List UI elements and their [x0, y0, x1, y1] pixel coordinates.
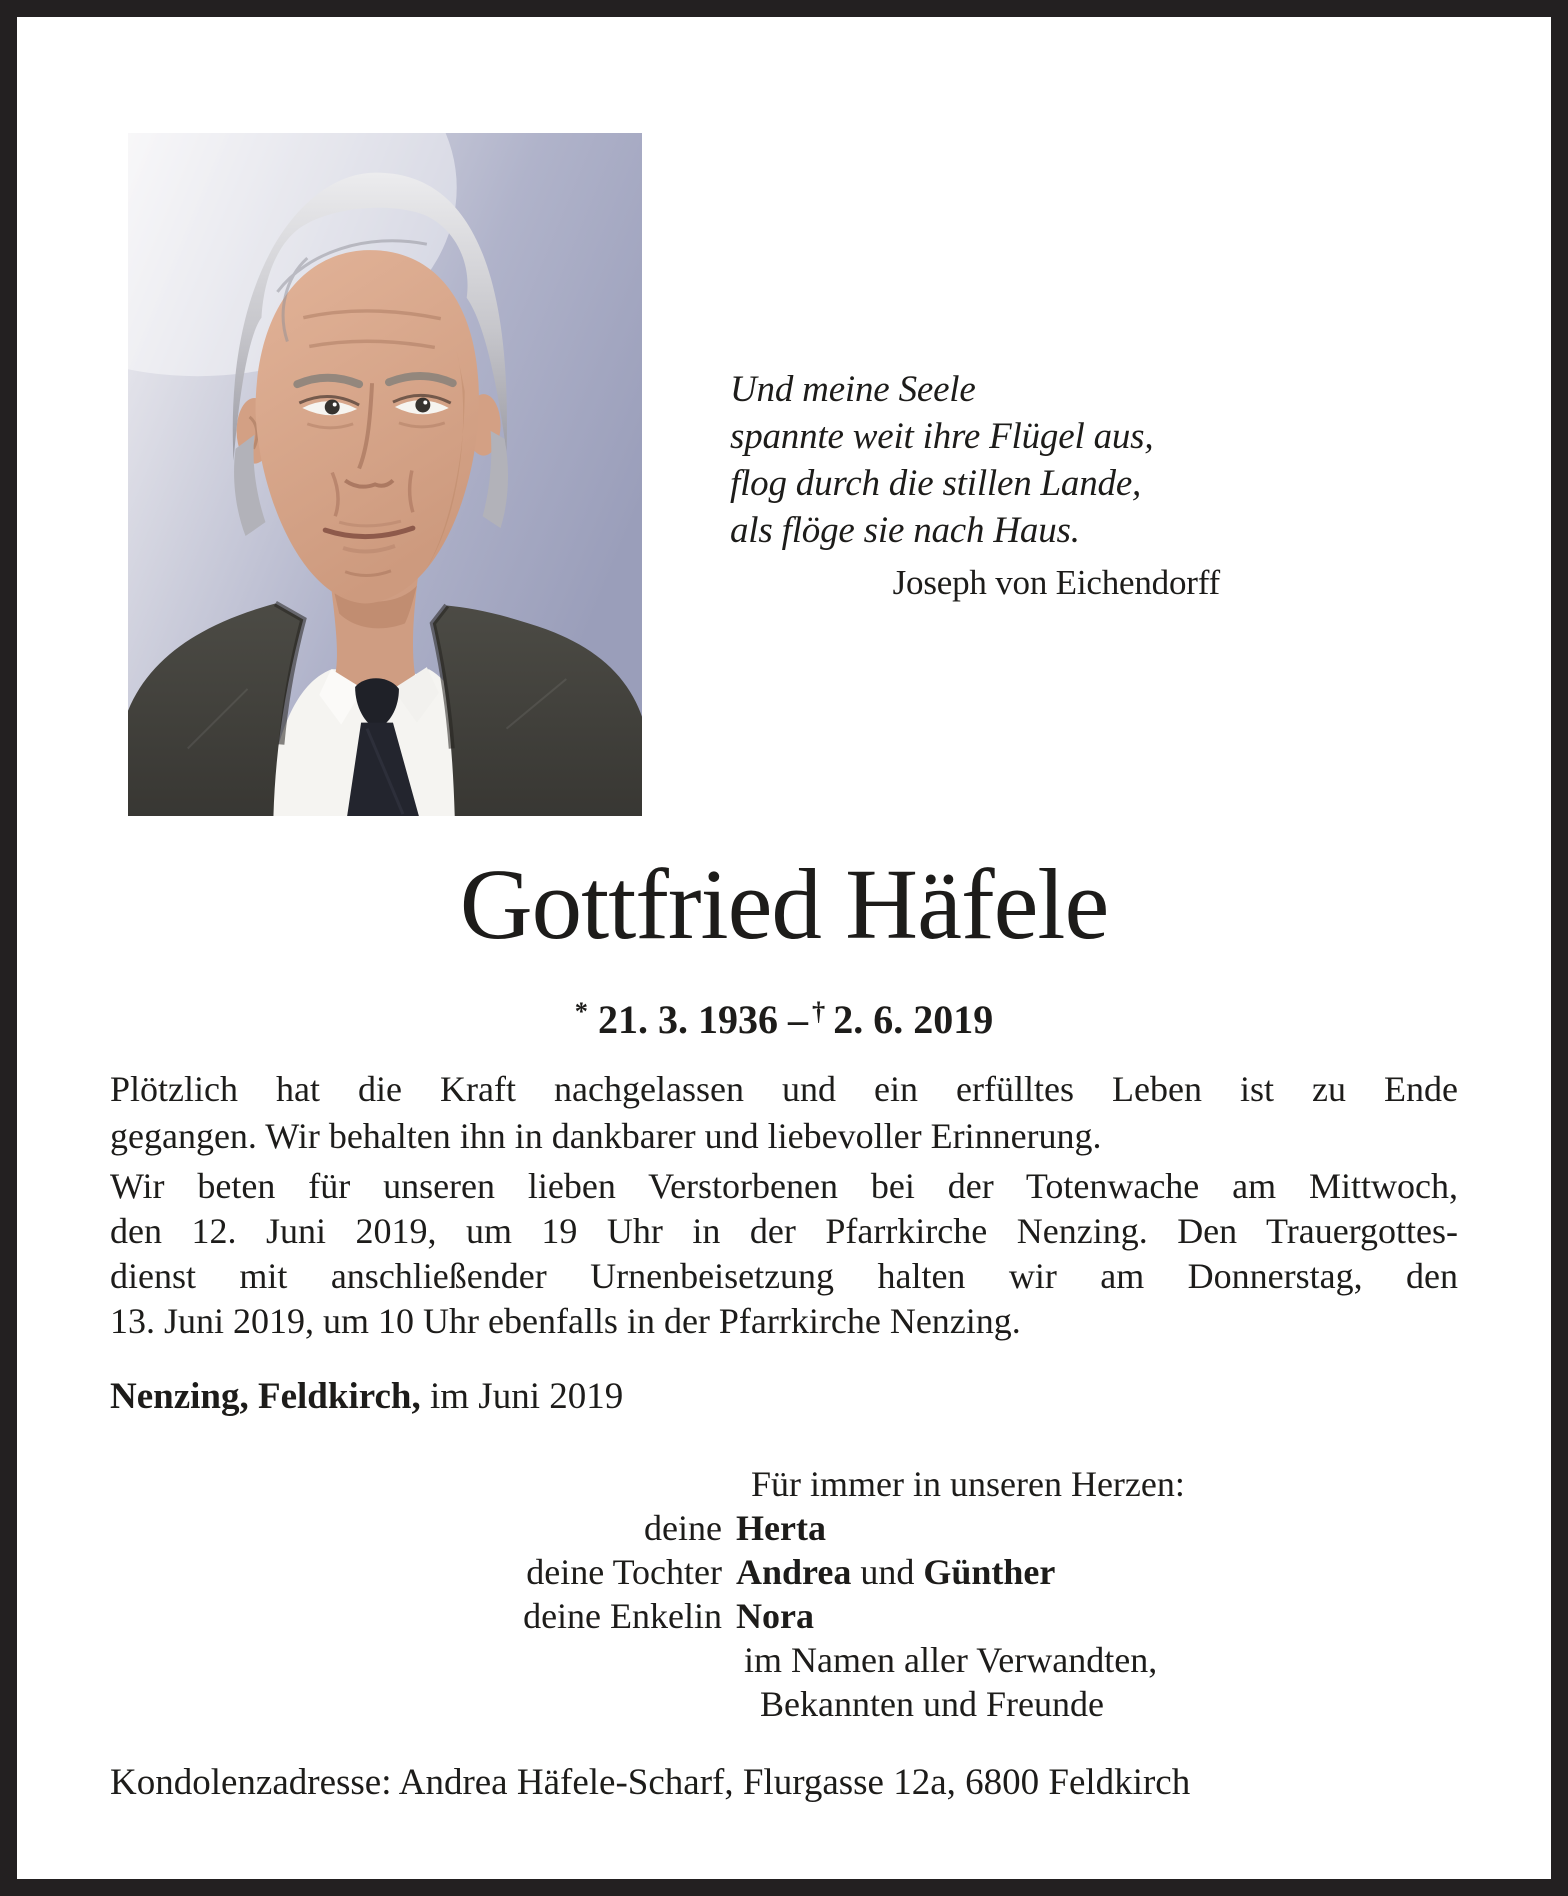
paragraph-line: Wir beten für unseren lieben Verstorbenen bei der Totenwache am Mittwoch, — [110, 1166, 1458, 1206]
family-name: Andrea — [736, 1552, 852, 1592]
deceased-name: Gottfried Häfele — [459, 848, 1109, 960]
poem-attribution: Joseph von Eichendorff — [892, 563, 1220, 602]
poem — [730, 366, 1220, 604]
poem-line: Und meine Seele — [730, 369, 976, 410]
paragraph-line: dienst mit anschließender Urnenbeisetzung halten wir am Donnerstag, den — [110, 1256, 1458, 1296]
family-closing — [110, 1462, 1458, 1726]
family-row — [110, 1506, 1458, 1550]
closing-footer-line: im Namen aller Verwandten, — [744, 1640, 1158, 1680]
death-date: 2. 6. 2019 — [833, 997, 994, 1043]
poem-line: spannte weit ihre Flügel aus, — [730, 416, 1154, 457]
birth-symbol: * — [574, 996, 588, 1026]
closing-footer-line: Bekannten und Freunde — [760, 1684, 1104, 1724]
family-row — [110, 1550, 1458, 1594]
paragraph-line: gegangen. Wir behalten ihn in dankbarer und liebevoller Erinnerung. — [110, 1116, 1102, 1156]
portrait-photo — [128, 133, 642, 816]
relation-prefix: deine Enkelin — [523, 1596, 722, 1636]
birth-date: 21. 3. 1936 — [598, 997, 778, 1043]
family-row — [110, 1594, 1458, 1638]
family-name: Nora — [736, 1596, 814, 1636]
paragraph-line: Plötzlich hat die Kraft nachgelassen und ein erfülltes Leben ist zu Ende — [110, 1069, 1458, 1109]
conjunction: und — [860, 1552, 915, 1592]
closing-header: Für immer in unseren Herzen: — [751, 1464, 1185, 1504]
family-name: Günther — [923, 1552, 1056, 1592]
condolence-address: Kondolenzadresse: Andrea Häfele-Scharf, Flurgasse 12a, 6800 Feldkirch — [110, 1762, 1191, 1803]
paragraph-line: den 12. Juni 2019, um 19 Uhr in der Pfarrkirche Nenzing. Den Trauergottes- — [110, 1211, 1458, 1251]
paragraph-line: 13. Juni 2019, um 10 Uhr ebenfalls in der Pfarrkirche Nenzing. — [110, 1301, 1021, 1341]
date-text: im Juni 2019 — [430, 1376, 624, 1417]
announcement-paragraph-1 — [110, 1066, 1458, 1160]
family-name: Herta — [736, 1508, 826, 1548]
poem-line: flog durch die stillen Lande, — [730, 463, 1142, 504]
announcement-paragraph-2 — [110, 1164, 1458, 1344]
date-separator: – — [788, 997, 808, 1043]
relation-prefix: deine Tochter — [526, 1552, 722, 1592]
portrait-photo-svg — [128, 133, 642, 816]
poem-line: als flöge sie nach Haus. — [730, 510, 1080, 551]
place-dateline — [110, 1374, 1458, 1420]
place-names: Nenzing, Feldkirch, — [110, 1376, 421, 1417]
death-symbol: † — [812, 996, 826, 1026]
life-dates — [0, 988, 1568, 1043]
relation-prefix: deine — [644, 1508, 722, 1548]
